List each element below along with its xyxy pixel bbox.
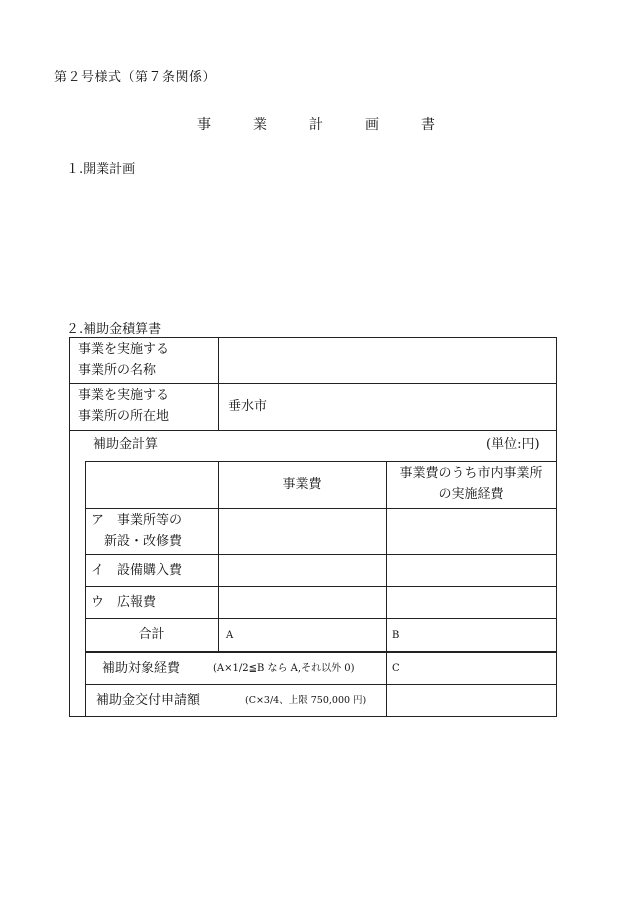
total-b-marker: B bbox=[392, 630, 400, 641]
office-address-label-1: 事業を実施する bbox=[78, 388, 170, 403]
office-name-label-1: 事業を実施する bbox=[78, 342, 170, 357]
table-divider bbox=[218, 337, 219, 430]
subsidy-calc-label: 補助金計算 bbox=[93, 437, 159, 452]
table-border bbox=[556, 337, 557, 717]
row-u-label: ウ 広報費 bbox=[91, 595, 157, 610]
row-a-city[interactable] bbox=[390, 512, 552, 550]
row-i-label: イ 設備購入費 bbox=[91, 563, 183, 578]
inner-table-border bbox=[85, 461, 556, 462]
unit-label: (単位:円) bbox=[486, 437, 540, 452]
office-name-value[interactable] bbox=[228, 350, 548, 372]
target-c-marker: C bbox=[392, 663, 400, 674]
table-border bbox=[69, 337, 556, 338]
col-header-cost: 事業費 bbox=[282, 477, 322, 492]
office-name-label-2: 事業所の名称 bbox=[78, 363, 157, 378]
row-i-city[interactable] bbox=[390, 558, 552, 582]
row-a-label-2: 新設・改修費 bbox=[91, 534, 183, 549]
inner-table-divider bbox=[85, 586, 556, 587]
inner-table-divider bbox=[85, 554, 556, 555]
inner-table-border bbox=[85, 461, 86, 716]
table-border bbox=[69, 716, 556, 717]
table-divider bbox=[69, 383, 556, 384]
section-1-heading: １.開業計画 bbox=[66, 162, 136, 177]
apply-amount-label: 補助金交付申請額 bbox=[96, 693, 201, 708]
table-border bbox=[69, 337, 70, 717]
row-i-cost[interactable] bbox=[222, 558, 382, 582]
apply-amount-value[interactable] bbox=[390, 688, 552, 712]
col-header-city-1: 事業費のうち市内事業所 bbox=[399, 466, 543, 481]
section-2-heading: ２.補助金積算書 bbox=[66, 322, 162, 337]
office-address-value[interactable]: 垂水市 bbox=[228, 399, 268, 414]
table-divider bbox=[69, 430, 556, 431]
document-title: 事 業 計 画 書 bbox=[197, 117, 449, 133]
office-address-label-2: 事業所の所在地 bbox=[78, 409, 170, 424]
inner-table-divider bbox=[85, 618, 556, 619]
target-cost-formula: (A×1/2≦B なら A,それ以外 0) bbox=[213, 663, 355, 674]
row-a-label-1: ア 事業所等の bbox=[91, 513, 183, 528]
total-label: 合計 bbox=[138, 627, 165, 642]
inner-table-divider bbox=[85, 651, 556, 653]
inner-table-divider bbox=[85, 508, 556, 509]
form-number: 第２号様式（第７条関係） bbox=[54, 70, 217, 85]
col-header-city-2: の実施経費 bbox=[438, 487, 504, 502]
row-u-cost[interactable] bbox=[222, 590, 382, 614]
apply-amount-note: (C×3/4、上限 750,000 円) bbox=[245, 695, 367, 706]
inner-table-divider bbox=[85, 684, 556, 685]
target-cost-label: 補助対象経費 bbox=[102, 661, 181, 676]
row-u-city[interactable] bbox=[390, 590, 552, 614]
total-a-marker: A bbox=[226, 630, 234, 641]
row-a-cost[interactable] bbox=[222, 512, 382, 550]
